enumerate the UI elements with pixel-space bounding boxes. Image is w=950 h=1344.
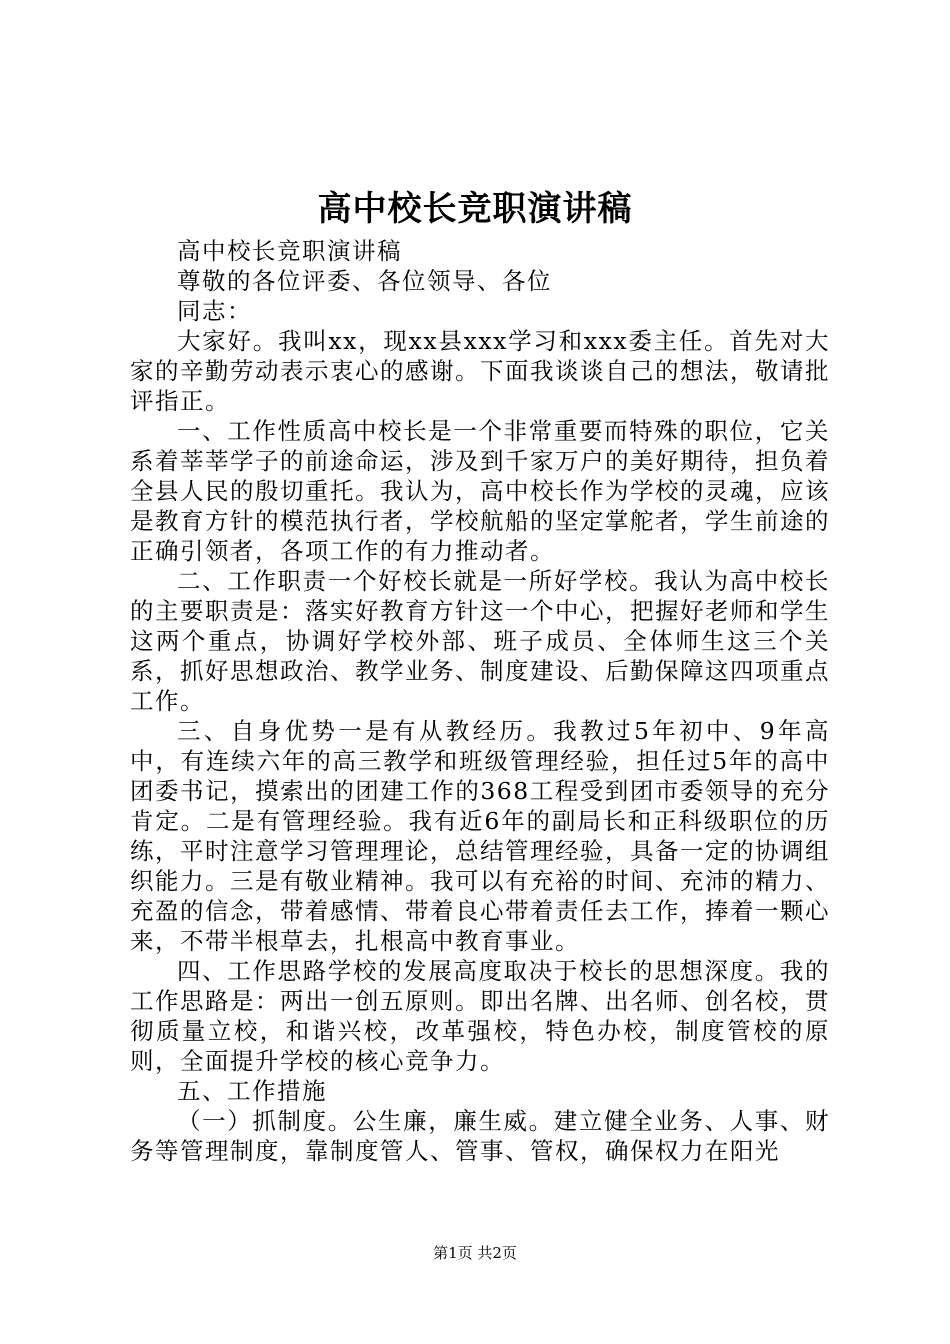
paragraph-work-approach: 四、工作思路学校的发展高度取决于校长的思想深度。我的工作思路是：两出一创五原则。即出名牌、出名师、创名校，贯彻质量立校，和谐兴校，改革强校，特色办校，制度管校的原则，全面提升学校的核心竞争力。: [130, 957, 830, 1075]
document-body: [130, 236, 830, 1166]
paragraph-salutation: 尊敬的各位评委、各位领导、各位: [177, 267, 552, 295]
paragraph-work-duties: 二、工作职责一个好校长就是一所好学校。我认为高中校长的主要职责是：落实好教育方针这一个中心，把握好老师和学生这两个重点，协调好学校外部、班子成员、全体师生这三个关系，抓好思想政治、教学业务、制度建设、后勤保障这四项重点工作。: [130, 567, 830, 715]
paragraph-salutation-end: 同志：: [177, 297, 252, 325]
paragraph-greeting: 大家好。我叫xx，现xx县xxx学习和xxx委主任。首先对大家的辛勤劳动表示衷心的感谢。下面我谈谈自己的想法，敬请批评指正。: [130, 327, 830, 415]
paragraph-measure-one: （一）抓制度。公生廉，廉生威。建立健全业务、人事、财务等管理制度，靠制度管人、管事、管权，确保权力在阳光: [130, 1107, 830, 1165]
paragraph-measures-heading: 五、工作措施: [177, 1077, 327, 1105]
paragraph-work-nature: 一、工作性质高中校长是一个非常重要而特殊的职位，它关系着莘莘学子的前途命运，涉及到千家万户的美好期待，担负着全县人民的殷切重托。我认为，高中校长作为学校的灵魂，应该是教育方针的模范执行者，学校航船的坚定掌舵者，学生前途的正确引领者，各项工作的有力推动者。: [130, 417, 830, 565]
paragraph-heading: 高中校长竞职演讲稿: [177, 237, 402, 265]
page-footer: 第1页 共2页: [433, 1244, 517, 1262]
document-title: 高中校长竞职演讲稿: [317, 189, 633, 229]
paragraph-strengths: 三、自身优势一是有从教经历。我教过5年初中、9年高中，有连续六年的高三教学和班级管理经验，担任过5年的高中团委书记，摸索出的团建工作的368工程受到团市委领导的充分肯定。二是有管理经验。我有近6年的副局长和正科级职位的历练，平时注意学习管理理论，总结管理经验，具备一定的协调组织能力。三是有敬业精神。我可以有充裕的时间、充沛的精力、充盈的信念，带着感情、带着良心带着责任去工作，捧着一颗心来，不带半根草去，扎根高中教育事业。: [130, 717, 830, 955]
